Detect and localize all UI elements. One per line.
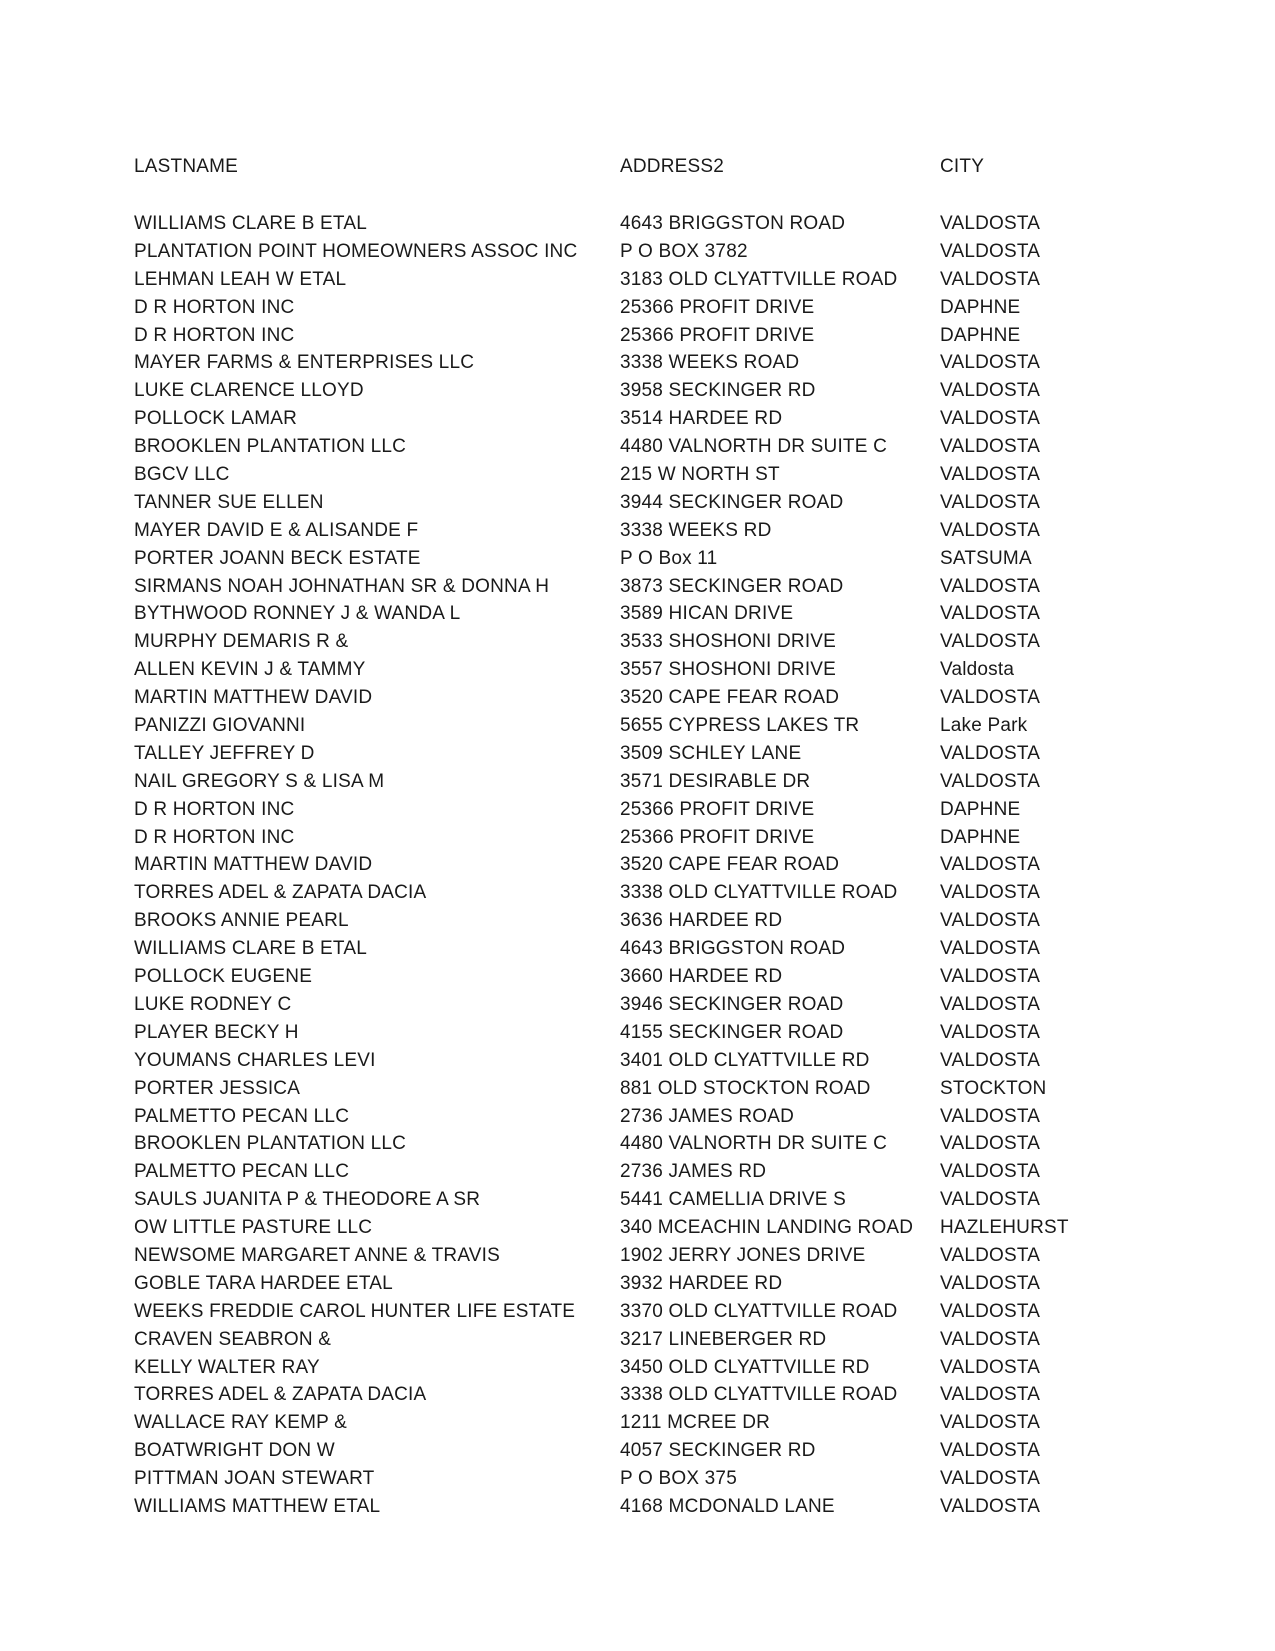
cell-address: 1211 MCREE DR: [620, 1412, 771, 1434]
table-row: [0, 433, 1275, 461]
table-row: [0, 656, 1275, 684]
cell-address: 3338 WEEKS RD: [620, 519, 772, 541]
cell-lastname: LUKE RODNEY C: [134, 993, 292, 1015]
table-row: [0, 1381, 1275, 1409]
table-row: [0, 489, 1275, 517]
cell-city: VALDOSTA: [940, 268, 1041, 290]
table-row: [0, 1186, 1275, 1214]
table-row: [0, 545, 1275, 573]
table-row: [0, 1130, 1275, 1158]
header-city: CITY: [940, 156, 985, 177]
cell-address: 4480 VALNORTH DR SUITE C: [620, 1133, 888, 1155]
cell-address: 3370 OLD CLYATTVILLE ROAD: [620, 1300, 898, 1322]
cell-lastname: WILLIAMS CLARE B ETAL: [134, 938, 367, 960]
cell-address: 3944 SECKINGER ROAD: [620, 491, 844, 513]
cell-city: VALDOSTA: [940, 1468, 1041, 1490]
cell-address: 25366 PROFIT DRIVE: [620, 826, 815, 848]
table-row: [0, 1326, 1275, 1354]
table-row: [0, 1437, 1275, 1465]
table-row: [0, 349, 1275, 377]
header-address: ADDRESS2: [620, 156, 725, 177]
cell-lastname: OW LITTLE PASTURE LLC: [134, 1217, 373, 1239]
cell-city: VALDOSTA: [940, 1272, 1041, 1294]
cell-lastname: MARTIN MATTHEW DAVID: [134, 854, 373, 876]
cell-city: VALDOSTA: [940, 408, 1041, 430]
table-row: [0, 907, 1275, 935]
cell-address: P O BOX 3782: [620, 240, 748, 262]
cell-address: 3932 HARDEE RD: [620, 1272, 783, 1294]
cell-city: VALDOSTA: [940, 1189, 1041, 1211]
cell-city: Valdosta: [940, 659, 1015, 681]
cell-address: 5441 CAMELLIA DRIVE S: [620, 1189, 846, 1211]
table-header: [0, 155, 1275, 179]
cell-city: VALDOSTA: [940, 1384, 1041, 1406]
table-row: [0, 322, 1275, 350]
cell-address: 3571 DESIRABLE DR: [620, 770, 811, 792]
cell-address: 881 OLD STOCKTON ROAD: [620, 1077, 871, 1099]
cell-city: VALDOSTA: [940, 1133, 1041, 1155]
cell-lastname: PLAYER BECKY H: [134, 1021, 299, 1043]
cell-address: 2736 JAMES ROAD: [620, 1105, 795, 1127]
table-row: [0, 851, 1275, 879]
cell-city: VALDOSTA: [940, 519, 1041, 541]
cell-address: 25366 PROFIT DRIVE: [620, 798, 815, 820]
cell-address: 25366 PROFIT DRIVE: [620, 324, 815, 346]
cell-city: DAPHNE: [940, 296, 1021, 318]
cell-address: 4643 BRIGGSTON ROAD: [620, 938, 846, 960]
cell-lastname: ALLEN KEVIN J & TAMMY: [134, 659, 366, 681]
cell-city: VALDOSTA: [940, 436, 1041, 458]
table-row: [0, 1465, 1275, 1493]
cell-address: 3589 HICAN DRIVE: [620, 603, 794, 625]
cell-city: VALDOSTA: [940, 1021, 1041, 1043]
table-row: [0, 517, 1275, 545]
cell-city: VALDOSTA: [940, 1412, 1041, 1434]
cell-address: 3450 OLD CLYATTVILLE RD: [620, 1356, 870, 1378]
cell-city: DAPHNE: [940, 324, 1021, 346]
cell-lastname: BGCV LLC: [134, 464, 230, 486]
cell-city: VALDOSTA: [940, 1300, 1041, 1322]
table-row: [0, 1214, 1275, 1242]
cell-lastname: BROOKLEN PLANTATION LLC: [134, 1133, 407, 1155]
cell-city: VALDOSTA: [940, 1244, 1041, 1266]
cell-city: VALDOSTA: [940, 882, 1041, 904]
cell-lastname: TANNER SUE ELLEN: [134, 491, 324, 513]
table-row: [0, 377, 1275, 405]
cell-lastname: MURPHY DEMARIS R &: [134, 631, 349, 653]
cell-address: 3217 LINEBERGER RD: [620, 1328, 827, 1350]
cell-lastname: MAYER DAVID E & ALISANDE F: [134, 519, 419, 541]
cell-address: P O BOX 375: [620, 1468, 737, 1490]
cell-lastname: D R HORTON INC: [134, 826, 295, 848]
cell-address: 3338 OLD CLYATTVILLE ROAD: [620, 1384, 898, 1406]
cell-lastname: PORTER JOANN BECK ESTATE: [134, 547, 421, 569]
cell-address: 215 W NORTH ST: [620, 464, 780, 486]
cell-address: 3509 SCHLEY LANE: [620, 742, 802, 764]
cell-lastname: PALMETTO PECAN LLC: [134, 1105, 350, 1127]
cell-lastname: BROOKLEN PLANTATION LLC: [134, 436, 407, 458]
table-row: [0, 935, 1275, 963]
cell-address: P O Box 11: [620, 547, 718, 569]
table-row: [0, 1047, 1275, 1075]
cell-lastname: D R HORTON INC: [134, 798, 295, 820]
cell-lastname: TORRES ADEL & ZAPATA DACIA: [134, 1384, 427, 1406]
cell-lastname: MAYER FARMS & ENTERPRISES LLC: [134, 352, 475, 374]
cell-address: 3183 OLD CLYATTVILLE ROAD: [620, 268, 898, 290]
table-row: [0, 1493, 1275, 1521]
table-row: [0, 210, 1275, 238]
cell-city: VALDOSTA: [940, 464, 1041, 486]
table-row: [0, 573, 1275, 601]
cell-city: VALDOSTA: [940, 966, 1041, 988]
cell-lastname: WILLIAMS MATTHEW ETAL: [134, 1495, 381, 1517]
cell-city: VALDOSTA: [940, 1495, 1041, 1517]
cell-lastname: D R HORTON INC: [134, 296, 295, 318]
cell-city: VALDOSTA: [940, 1440, 1041, 1462]
cell-city: VALDOSTA: [940, 1049, 1041, 1071]
cell-lastname: NAIL GREGORY S & LISA M: [134, 770, 385, 792]
cell-address: 2736 JAMES RD: [620, 1161, 767, 1183]
cell-city: HAZLEHURST: [940, 1217, 1069, 1239]
table-body: [0, 210, 1275, 1521]
table-row: [0, 1158, 1275, 1186]
table-row: [0, 796, 1275, 824]
table-row: [0, 684, 1275, 712]
table-row: [0, 991, 1275, 1019]
table-row: [0, 879, 1275, 907]
cell-city: DAPHNE: [940, 826, 1021, 848]
cell-city: VALDOSTA: [940, 1356, 1041, 1378]
cell-address: 3520 CAPE FEAR ROAD: [620, 687, 840, 709]
cell-address: 4643 BRIGGSTON ROAD: [620, 213, 846, 234]
cell-city: VALDOSTA: [940, 240, 1041, 262]
table-row: [0, 461, 1275, 489]
cell-lastname: LEHMAN LEAH W ETAL: [134, 268, 347, 290]
table-row: [0, 405, 1275, 433]
cell-address: 3401 OLD CLYATTVILLE RD: [620, 1049, 870, 1071]
cell-address: 3338 WEEKS ROAD: [620, 352, 800, 374]
cell-lastname: D R HORTON INC: [134, 324, 295, 346]
cell-city: VALDOSTA: [940, 993, 1041, 1015]
table-row: [0, 266, 1275, 294]
cell-address: 25366 PROFIT DRIVE: [620, 296, 815, 318]
cell-lastname: LUKE CLARENCE LLOYD: [134, 380, 364, 402]
cell-lastname: MARTIN MATTHEW DAVID: [134, 687, 373, 709]
cell-city: VALDOSTA: [940, 687, 1041, 709]
cell-city: VALDOSTA: [940, 854, 1041, 876]
cell-lastname: BYTHWOOD RONNEY J & WANDA L: [134, 603, 461, 625]
header-lastname: LASTNAME: [134, 156, 239, 177]
table-row: [0, 740, 1275, 768]
table-row: [0, 712, 1275, 740]
cell-address: 3958 SECKINGER RD: [620, 380, 816, 402]
cell-lastname: PALMETTO PECAN LLC: [134, 1161, 350, 1183]
cell-city: VALDOSTA: [940, 213, 1041, 234]
cell-city: VALDOSTA: [940, 938, 1041, 960]
cell-city: VALDOSTA: [940, 910, 1041, 932]
cell-address: 3338 OLD CLYATTVILLE ROAD: [620, 882, 898, 904]
cell-lastname: NEWSOME MARGARET ANNE & TRAVIS: [134, 1244, 501, 1266]
cell-lastname: POLLOCK EUGENE: [134, 966, 313, 988]
cell-lastname: WILLIAMS CLARE B ETAL: [134, 213, 367, 234]
cell-address: 3520 CAPE FEAR ROAD: [620, 854, 840, 876]
cell-city: Lake Park: [940, 715, 1028, 737]
table-row: [0, 1103, 1275, 1131]
cell-address: 1902 JERRY JONES DRIVE: [620, 1244, 866, 1266]
cell-lastname: KELLY WALTER RAY: [134, 1356, 320, 1378]
cell-address: 3533 SHOSHONI DRIVE: [620, 631, 837, 653]
table-row: [0, 238, 1275, 266]
cell-address: 3557 SHOSHONI DRIVE: [620, 659, 837, 681]
table-row: [0, 1354, 1275, 1382]
table-row: [0, 294, 1275, 322]
cell-address: 3514 HARDEE RD: [620, 408, 783, 430]
cell-city: VALDOSTA: [940, 631, 1041, 653]
cell-address: 4480 VALNORTH DR SUITE C: [620, 436, 888, 458]
table-row: [0, 1019, 1275, 1047]
cell-lastname: PITTMAN JOAN STEWART: [134, 1468, 375, 1490]
cell-lastname: BROOKS ANNIE PEARL: [134, 910, 349, 932]
cell-lastname: PANIZZI GIOVANNI: [134, 715, 306, 737]
cell-city: VALDOSTA: [940, 742, 1041, 764]
table-row: [0, 600, 1275, 628]
table-row: [0, 1298, 1275, 1326]
cell-city: VALDOSTA: [940, 575, 1041, 597]
cell-city: STOCKTON: [940, 1077, 1047, 1099]
cell-address: 4155 SECKINGER ROAD: [620, 1021, 844, 1043]
cell-address: 3660 HARDEE RD: [620, 966, 783, 988]
cell-lastname: PLANTATION POINT HOMEOWNERS ASSOC INC: [134, 240, 578, 262]
cell-address: 3946 SECKINGER ROAD: [620, 993, 844, 1015]
cell-city: VALDOSTA: [940, 770, 1041, 792]
table-row: [0, 1409, 1275, 1437]
cell-lastname: TALLEY JEFFREY D: [134, 742, 315, 764]
cell-address: 4057 SECKINGER RD: [620, 1440, 816, 1462]
cell-address: 3636 HARDEE RD: [620, 910, 783, 932]
cell-lastname: WALLACE RAY KEMP &: [134, 1412, 348, 1434]
cell-lastname: TORRES ADEL & ZAPATA DACIA: [134, 882, 427, 904]
cell-lastname: POLLOCK LAMAR: [134, 408, 298, 430]
table-row: [0, 628, 1275, 656]
cell-city: VALDOSTA: [940, 380, 1041, 402]
table-row: [0, 963, 1275, 991]
cell-address: 3873 SECKINGER ROAD: [620, 575, 844, 597]
cell-city: VALDOSTA: [940, 603, 1041, 625]
cell-lastname: YOUMANS CHARLES LEVI: [134, 1049, 376, 1071]
cell-address: 340 MCEACHIN LANDING ROAD: [620, 1217, 914, 1239]
cell-lastname: PORTER JESSICA: [134, 1077, 301, 1099]
cell-lastname: SAULS JUANITA P & THEODORE A SR: [134, 1189, 481, 1211]
cell-lastname: BOATWRIGHT DON W: [134, 1440, 335, 1462]
cell-city: VALDOSTA: [940, 1105, 1041, 1127]
cell-city: VALDOSTA: [940, 1328, 1041, 1350]
cell-city: SATSUMA: [940, 547, 1032, 569]
cell-lastname: SIRMANS NOAH JOHNATHAN SR & DONNA H: [134, 575, 550, 597]
cell-address: 4168 MCDONALD LANE: [620, 1495, 835, 1517]
cell-address: 5655 CYPRESS LAKES TR: [620, 715, 860, 737]
table-row: [0, 1075, 1275, 1103]
cell-lastname: WEEKS FREDDIE CAROL HUNTER LIFE ESTATE: [134, 1300, 576, 1322]
cell-city: VALDOSTA: [940, 352, 1041, 374]
table-row: [0, 768, 1275, 796]
table-row: [0, 824, 1275, 852]
table-row: [0, 1242, 1275, 1270]
cell-city: DAPHNE: [940, 798, 1021, 820]
table-row: [0, 1270, 1275, 1298]
cell-lastname: GOBLE TARA HARDEE ETAL: [134, 1272, 393, 1294]
cell-lastname: CRAVEN SEABRON &: [134, 1328, 332, 1350]
cell-city: VALDOSTA: [940, 491, 1041, 513]
cell-city: VALDOSTA: [940, 1161, 1041, 1183]
